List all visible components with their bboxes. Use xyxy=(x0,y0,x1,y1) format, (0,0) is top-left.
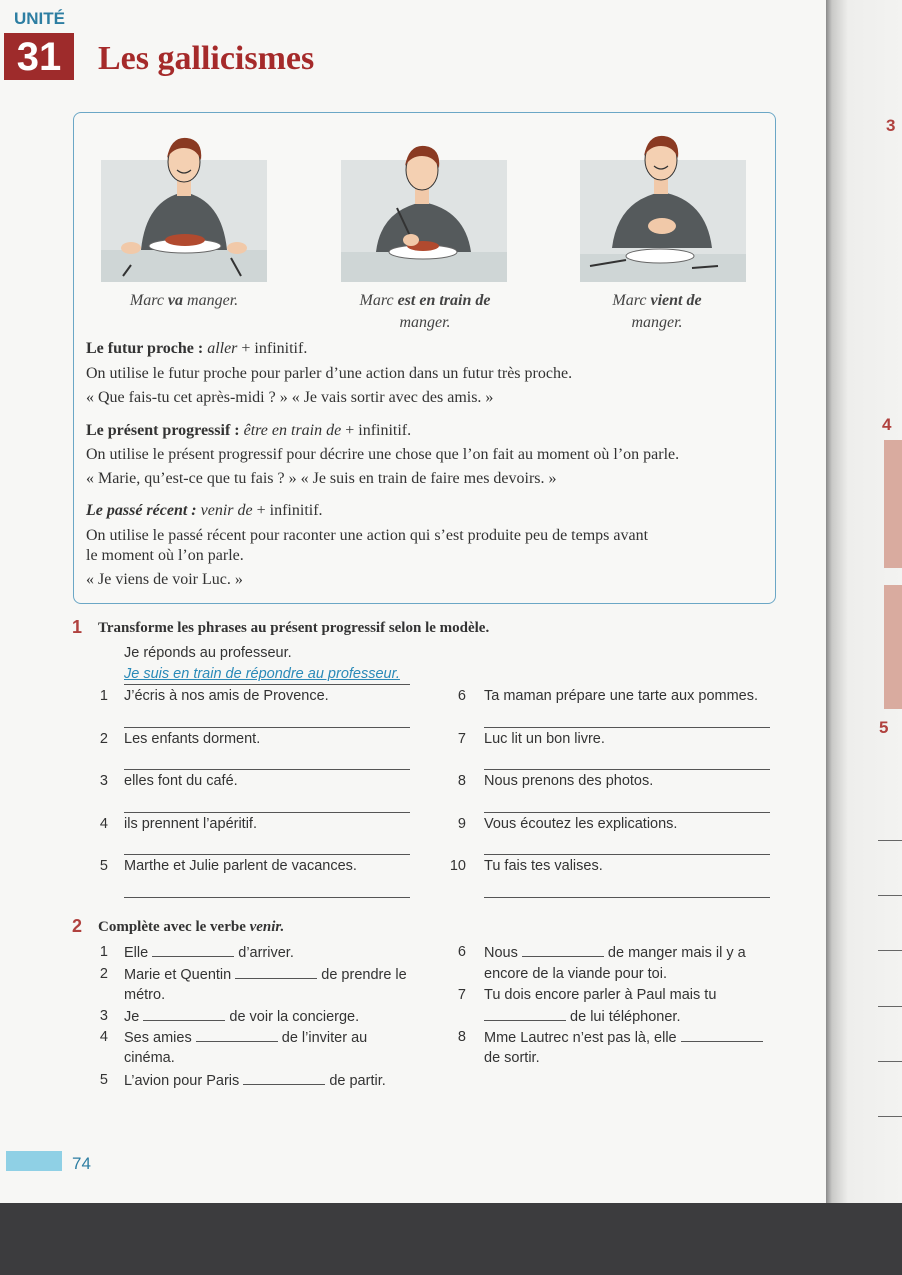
ex2-item-number: 7 xyxy=(457,987,466,1003)
futur-proche-heading: Le futur proche : xyxy=(86,340,204,357)
ex2-item xyxy=(124,1008,359,1025)
ex1-item-number: 9 xyxy=(457,816,466,832)
ex2-item-continuation: de sortir. xyxy=(484,1050,540,1066)
ex1-answer-line[interactable] xyxy=(124,727,410,728)
ex2-blank[interactable] xyxy=(681,1029,763,1042)
ex1-answer-line[interactable] xyxy=(484,769,770,770)
page-title: Les gallicismes xyxy=(98,40,315,77)
ex1-item-text: elles font du café. xyxy=(124,773,238,789)
present-progressif-example: « Marie, qu’est-ce que tu fais ? » « Je suis en train de faire mes devoirs. » xyxy=(86,470,557,487)
caption-1-post: manger. xyxy=(183,292,239,309)
ex1-item-number: 6 xyxy=(457,688,466,704)
caption-2 xyxy=(350,290,500,334)
ex1-answer-line[interactable] xyxy=(484,727,770,728)
caption-1-bold: va xyxy=(167,292,184,309)
passe-recent-example: « Je viens de voir Luc. » xyxy=(86,571,243,588)
passe-recent-formula-rest: + infinitif. xyxy=(252,502,323,519)
ex1-item-number: 5 xyxy=(99,858,108,874)
ex1-answer-line[interactable] xyxy=(484,812,770,813)
ex1-item-number: 8 xyxy=(457,773,466,789)
ex1-answer-line[interactable] xyxy=(484,897,770,898)
ex1-item-text: Les enfants dorment. xyxy=(124,731,261,747)
adjacent-page-rule xyxy=(878,895,902,896)
ex1-item-text: Marthe et Julie parlent de vacances. xyxy=(124,858,357,874)
ex1-item-number: 10 xyxy=(449,858,466,874)
ex2-item-start: Marie et Quentin xyxy=(124,967,232,983)
exercise-1-instruction: Transforme les phrases au présent progressif selon le modèle. xyxy=(98,620,490,636)
ex2-item-number: 6 xyxy=(457,944,466,960)
exercise-2-instruction xyxy=(98,919,284,936)
ex1-item-text: ils prennent l’apéritif. xyxy=(124,816,257,832)
man-about-to-eat-icon xyxy=(101,130,267,282)
ex2-blank[interactable] xyxy=(243,1072,325,1085)
ex2-item-start: L’avion pour Paris xyxy=(124,1073,240,1089)
ex2-item-number: 8 xyxy=(457,1029,466,1045)
exercise-2-number: 2 xyxy=(72,916,83,936)
adjacent-page-image xyxy=(884,440,902,568)
ex1-item-number: 7 xyxy=(457,731,466,747)
ex2-item xyxy=(124,1072,386,1089)
ex2-item-end: d’arriver. xyxy=(238,945,294,961)
caption-1 xyxy=(101,290,267,312)
ex2-item-start: Nous xyxy=(484,945,518,961)
ex2-item-end: de partir. xyxy=(329,1073,386,1089)
ex2-item-end: de prendre le xyxy=(321,967,407,983)
ex1-answer-line[interactable] xyxy=(124,769,410,770)
ex2-item xyxy=(124,966,407,983)
ex1-answer-line[interactable] xyxy=(484,854,770,855)
ex2-item-number: 2 xyxy=(99,966,108,982)
caption-2-bold: est en train de xyxy=(397,292,491,309)
exercise-2-instruction-text: Complète avec le verbe xyxy=(98,919,250,935)
present-progressif-heading: Le présent progressif : xyxy=(86,422,240,439)
caption-3-pre: Marc xyxy=(612,292,651,309)
present-progressif-formula-rest: + infinitif. xyxy=(341,422,412,439)
ex1-item-text: J’écris à nos amis de Provence. xyxy=(124,688,329,704)
ex1-item-text: Vous écoutez les explications. xyxy=(484,816,678,832)
scanner-background xyxy=(0,1203,902,1275)
ex1-answer-line[interactable] xyxy=(124,854,410,855)
ex2-blank[interactable] xyxy=(522,944,604,957)
exercise-2-verb: venir. xyxy=(249,919,285,935)
ex1-item-text: Luc lit un bon livre. xyxy=(484,731,605,747)
page-number-bar xyxy=(6,1151,62,1171)
ex2-item-number: 1 xyxy=(99,944,108,960)
ex2-item-start: Je xyxy=(124,1009,140,1025)
adjacent-page-number: 4 xyxy=(882,415,892,434)
ex2-item-end: de manger mais il y a xyxy=(607,945,746,961)
caption-3-bold: vient de xyxy=(650,292,702,309)
ex2-blank[interactable] xyxy=(143,1008,225,1021)
ex2-item xyxy=(124,1029,367,1046)
ex2-item-start: Ses amies xyxy=(124,1030,192,1046)
man-eating-icon xyxy=(341,130,507,282)
present-progressif-formula: être en train de xyxy=(243,422,342,439)
caption-3-post: manger. xyxy=(631,314,683,331)
ex1-item-text: Tu fais tes valises. xyxy=(484,858,603,874)
ex2-blank[interactable] xyxy=(484,1008,566,1021)
ex1-item-text: Nous prenons des photos. xyxy=(484,773,654,789)
passe-recent-heading: Le passé récent : xyxy=(86,502,197,519)
adjacent-page-rule xyxy=(878,1061,902,1062)
page-number: 74 xyxy=(72,1154,91,1173)
caption-3 xyxy=(592,290,722,334)
ex1-answer-line[interactable] xyxy=(124,897,410,898)
ex2-item-number: 3 xyxy=(99,1008,108,1024)
ex1-item-text: Ta maman prépare une tarte aux pommes. xyxy=(484,688,759,704)
adjacent-page-rule xyxy=(878,1116,902,1117)
ex2-blank[interactable] xyxy=(152,944,234,957)
futur-proche-rule xyxy=(86,337,307,361)
ex2-item xyxy=(484,1029,763,1046)
ex1-item-number: 2 xyxy=(99,731,108,747)
ex1-item-number: 4 xyxy=(99,816,108,832)
ex2-item-continuation: métro. xyxy=(124,987,166,1003)
exercise-1-model-question: Je réponds au professeur. xyxy=(124,645,292,661)
present-progressif-rule xyxy=(86,419,411,443)
ex2-item-continuation: encore de la viande pour toi. xyxy=(484,966,667,982)
ex2-item xyxy=(484,1008,680,1025)
passe-recent-formula: venir de xyxy=(200,502,253,519)
ex1-item-number: 1 xyxy=(99,688,108,704)
adjacent-page-rule xyxy=(878,950,902,951)
futur-proche-example: « Que fais-tu cet après-midi ? » « Je vais sortir avec des amis. » xyxy=(86,389,494,406)
ex2-item-number: 4 xyxy=(99,1029,108,1045)
unit-number-badge: 31 xyxy=(4,33,74,80)
futur-proche-formula-rest: + infinitif. xyxy=(237,340,308,357)
futur-proche-explanation: On utilise le futur proche pour parler d’une action dans un futur très proche. xyxy=(86,365,573,382)
ex2-blank[interactable] xyxy=(196,1029,278,1042)
man-finished-eating-icon xyxy=(580,130,746,282)
model-answer-rule xyxy=(124,684,410,685)
ex2-blank[interactable] xyxy=(235,966,317,979)
passe-recent-rule xyxy=(86,499,323,523)
adjacent-page-number: 5 xyxy=(879,718,889,737)
ex1-item-number: 3 xyxy=(99,773,108,789)
ex2-item-start: Tu dois encore parler à Paul mais tu xyxy=(484,987,717,1003)
ex2-item-continuation: cinéma. xyxy=(124,1050,175,1066)
caption-1-pre: Marc xyxy=(129,292,168,309)
adjacent-page-number: 3 xyxy=(886,116,896,135)
adjacent-page-image xyxy=(884,585,902,709)
ex2-item-start: Mme Lautrec n’est pas là, elle xyxy=(484,1030,677,1046)
ex1-answer-line[interactable] xyxy=(124,812,410,813)
adjacent-page-rule xyxy=(878,1006,902,1007)
passe-recent-explanation-1: On utilise le passé récent pour raconter une action qui s’est produite peu de temps avant xyxy=(86,527,649,544)
exercise-1-number: 1 xyxy=(72,617,83,637)
exercise-1-model-answer: Je suis en train de répondre au professeur. xyxy=(124,666,400,682)
unit-label: UNITÉ xyxy=(14,9,65,28)
caption-2-post: manger. xyxy=(399,314,451,331)
ex2-item-end: de l’inviter au xyxy=(281,1030,368,1046)
futur-proche-formula: aller xyxy=(207,340,238,357)
ex2-item xyxy=(484,944,746,961)
ex2-item-start: Elle xyxy=(124,945,149,961)
ex2-item xyxy=(124,944,294,961)
ex2-item-end: de voir la concierge. xyxy=(229,1009,360,1025)
ex2-item-number: 5 xyxy=(99,1072,108,1088)
adjacent-page-rule xyxy=(878,840,902,841)
caption-2-pre: Marc xyxy=(359,292,398,309)
passe-recent-explanation-2: le moment où l’on parle. xyxy=(86,547,244,564)
ex2-item-end: de lui téléphoner. xyxy=(570,1009,681,1025)
present-progressif-explanation: On utilise le présent progressif pour décrire une chose que l’on fait au moment où l’on parle. xyxy=(86,446,680,463)
